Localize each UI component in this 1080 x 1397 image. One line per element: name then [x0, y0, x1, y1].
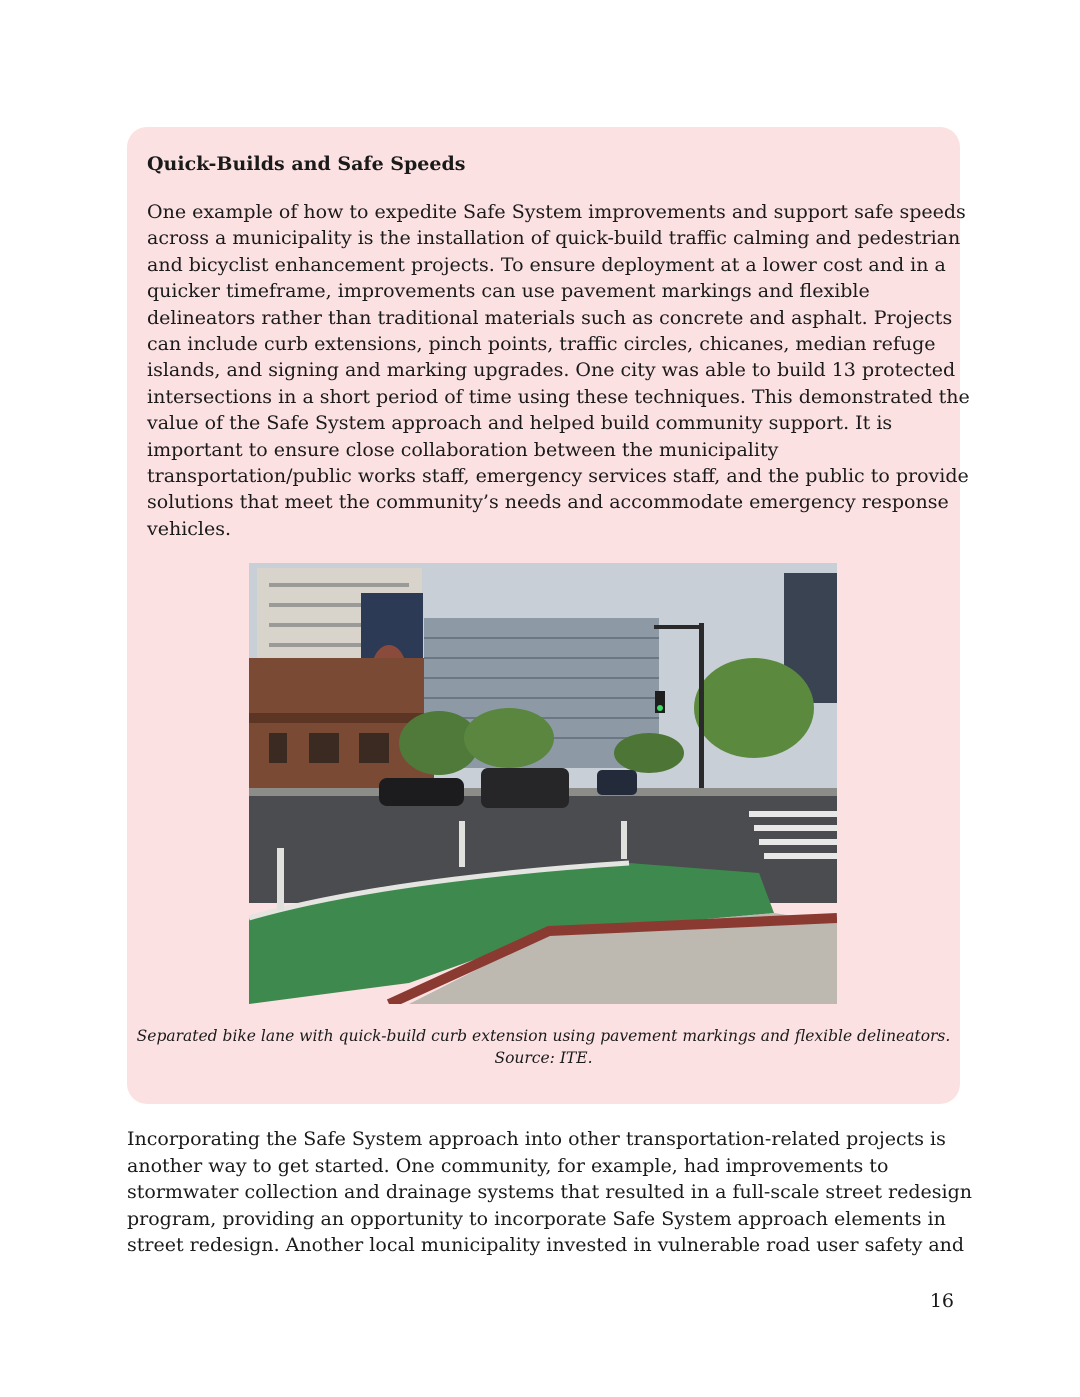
callout-body-line: intersections in a short period of time using these techniques. This demonstrated the	[147, 385, 970, 408]
body-line: program, providing an opportunity to incorporate Safe System approach elements in	[127, 1207, 946, 1230]
body-line: another way to get started. One community, for example, had improvements to	[127, 1154, 889, 1177]
callout-body	[147, 199, 970, 542]
callout-body-line: across a municipality is the installation of quick-build traffic calming and pedestrian	[147, 227, 961, 250]
callout-box	[127, 127, 970, 1104]
callout-body-line: islands, and signing and marking upgrades. One city was able to build 13 protected	[147, 359, 956, 382]
body-line: street redesign. Another local municipality invested in vulnerable road user safety and	[127, 1234, 965, 1256]
figure-caption	[127, 1025, 960, 1069]
body-paragraph	[127, 1126, 972, 1259]
callout-body-line: vehicles.	[147, 517, 232, 540]
callout-body-line: delineators rather than traditional materials such as concrete and asphalt. Projects	[147, 306, 953, 329]
caption-text: Separated bike lane with quick-build curb extension using pavement markings and flexible delineators.	[136, 1027, 951, 1045]
callout-body-line: important to ensure close collaboration between the municipality	[147, 438, 779, 461]
body-line: stormwater collection and drainage systems that resulted in a full-scale street redesign	[127, 1181, 972, 1203]
caption-source: Source: ITE.	[494, 1049, 593, 1067]
callout-body-line: solutions that meet the community’s needs and accommodate emergency response	[147, 491, 949, 514]
callout-body-line: One example of how to expedite Safe System improvements and support safe speeds	[147, 201, 966, 223]
callout-body-line: value of the Safe System approach and helped build community support. It is	[147, 412, 893, 435]
callout-title: Quick-Builds and Safe Speeds	[147, 153, 466, 175]
callout-body-line: can include curb extensions, pinch points, traffic circles, chicanes, median refuge	[147, 333, 936, 356]
callout-body-line: transportation/public works staff, emergency services staff, and the public to provide	[147, 465, 969, 488]
body-line: Incorporating the Safe System approach into other transportation-related projects is	[127, 1128, 946, 1150]
callout-body-line: and bicyclist enhancement projects. To ensure deployment at a lower cost and in a	[147, 253, 946, 276]
street-photo	[249, 563, 837, 1004]
page-number: 16	[929, 1290, 954, 1312]
callout-body-line: quicker timeframe, improvements can use pavement markings and flexible	[147, 280, 870, 303]
